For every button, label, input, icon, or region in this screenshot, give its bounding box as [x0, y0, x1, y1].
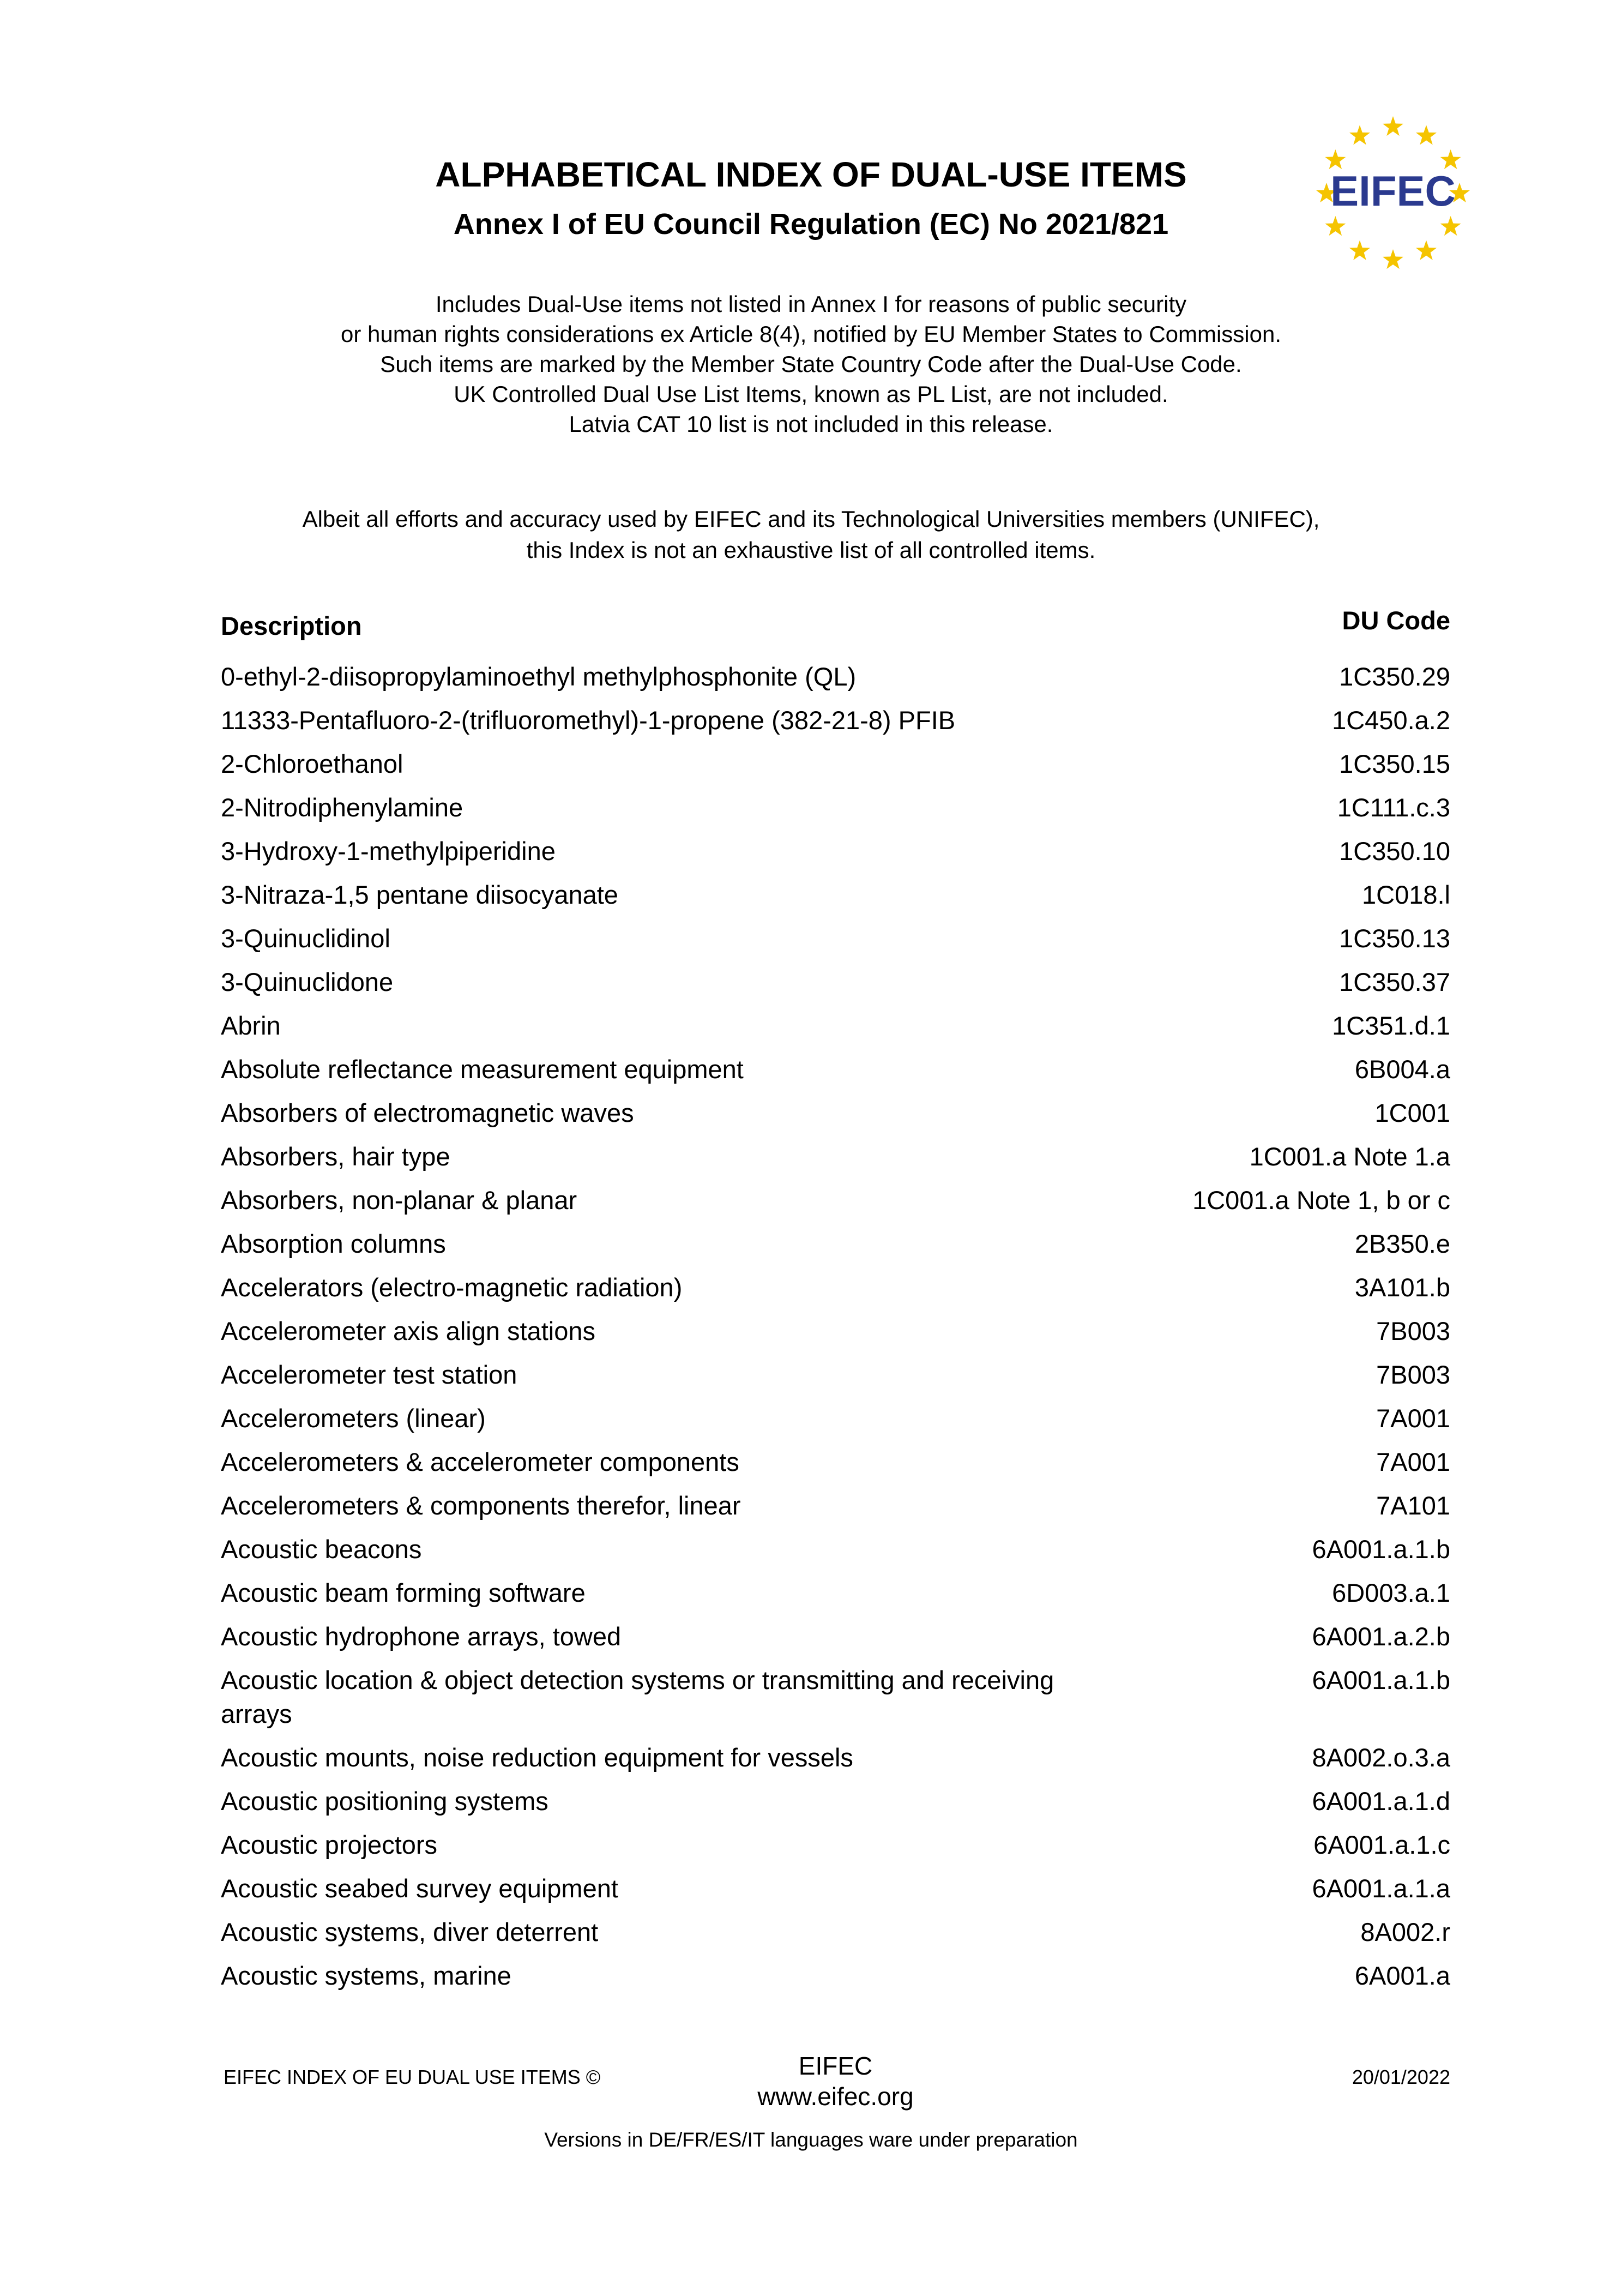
row-description: Abrin — [221, 1011, 281, 1040]
row-description: Acoustic beam forming software — [221, 1578, 586, 1607]
table-row — [221, 1314, 1450, 1348]
table-row — [221, 1741, 1450, 1775]
row-du-code: 1C350.37 — [1339, 967, 1450, 996]
row-description: 0-ethyl-2-diisopropylaminoethyl methylphosphonite (QL) — [221, 662, 857, 691]
row-du-code: 1C350.15 — [1339, 749, 1450, 778]
intro-line: Latvia CAT 10 list is not included in this release. — [569, 411, 1053, 437]
row-description: Acoustic systems, diver deterrent — [221, 1918, 599, 1946]
table-row — [221, 1140, 1450, 1174]
row-du-code: 1C350.10 — [1339, 837, 1450, 865]
star-icon — [1383, 249, 1403, 269]
table-row — [221, 1009, 1450, 1043]
page-subtitle: Annex I of EU Council Regulation (EC) No 2021/821 — [453, 208, 1169, 241]
row-du-code: 6D003.a.1 — [1332, 1578, 1450, 1607]
row-description: Acoustic projectors — [221, 1830, 438, 1859]
row-du-code: 6A001.a.1.c — [1313, 1830, 1450, 1859]
row-du-code: 1C001.a Note 1, b or c — [1192, 1186, 1450, 1215]
row-description: 11333-Pentafluoro-2-(trifluoromethyl)-1-propene (382-21-8) PFIB — [221, 706, 956, 735]
row-du-code: 1C111.c.3 — [1337, 793, 1450, 822]
row-du-code: 6A001.a.1.b — [1312, 1666, 1450, 1694]
row-du-code: 7B003 — [1376, 1317, 1450, 1345]
row-du-code: 6A001.a.1.d — [1312, 1787, 1450, 1816]
row-description: Acoustic hydrophone arrays, towed — [221, 1622, 622, 1651]
language-note: Versions in DE/FR/ES/IT languages ware under preparation — [544, 2129, 1078, 2151]
star-icon — [1416, 125, 1437, 145]
row-description: Absolute reflectance measurement equipment — [221, 1055, 744, 1084]
footer-website-link[interactable]: www.eifec.org — [757, 2082, 914, 2111]
table-row — [221, 1828, 1450, 1862]
table-row — [221, 1053, 1450, 1086]
table-row — [221, 1183, 1450, 1217]
logo-text: EIFEC — [1330, 167, 1456, 215]
row-description: Acoustic location & object detection systems or transmitting and receiving arrays — [221, 1666, 1054, 1728]
row-du-code: 7A001 — [1376, 1404, 1450, 1433]
row-du-code: 1C351.d.1 — [1332, 1011, 1450, 1040]
row-description: Absorbers, non-planar & planar — [221, 1186, 577, 1215]
row-description: Acoustic mounts, noise reduction equipment for vessels — [221, 1743, 853, 1772]
row-du-code: 6A001.a.1.a — [1312, 1874, 1450, 1903]
footer-date: 20/01/2022 — [1352, 2066, 1450, 2088]
row-du-code: 1C350.13 — [1339, 924, 1450, 953]
row-description: Acoustic seabed survey equipment — [221, 1874, 618, 1903]
intro-line: Such items are marked by the Member State Country Code after the Dual-Use Code. — [380, 351, 1242, 377]
table-row — [221, 1489, 1450, 1523]
column-header-code: DU Code — [1342, 606, 1450, 635]
table-row — [221, 1271, 1450, 1305]
row-du-code: 6A001.a.1.b — [1312, 1535, 1450, 1564]
footer-copyright: EIFEC INDEX OF EU DUAL USE ITEMS © — [224, 2066, 601, 2088]
page-title: ALPHABETICAL INDEX OF DUAL-USE ITEMS — [435, 155, 1187, 194]
table-row — [221, 1096, 1450, 1130]
row-description: 3-Quinuclidone — [221, 967, 394, 996]
intro-line: or human rights considerations ex Article 8(4), notified by EU Member States to Commission. — [340, 321, 1282, 347]
row-description: 2-Nitrodiphenylamine — [221, 793, 463, 822]
table-row — [221, 922, 1450, 955]
footer-org-name: EIFEC — [798, 2052, 873, 2080]
row-du-code: 7B003 — [1376, 1360, 1450, 1389]
intro-text — [0, 289, 1622, 439]
row-du-code: 6A001.a — [1354, 1961, 1450, 1990]
footer-center — [221, 2051, 1450, 2112]
table-row — [221, 791, 1450, 825]
row-description: 3-Nitraza-1,5 pentane diisocyanate — [221, 880, 618, 909]
table-row — [221, 1784, 1450, 1818]
table-row — [221, 965, 1450, 999]
star-icon — [1383, 116, 1403, 136]
row-description: Acoustic beacons — [221, 1535, 422, 1564]
row-description: Acoustic systems, marine — [221, 1961, 511, 1990]
row-du-code: 3A101.b — [1354, 1273, 1450, 1302]
row-description: Accelerometers & components therefor, linear — [221, 1491, 741, 1520]
table-row — [221, 704, 1450, 737]
table-row — [221, 1358, 1450, 1392]
table-row — [221, 878, 1450, 912]
row-description: 3-Quinuclidinol — [221, 924, 390, 953]
row-du-code: 1C001.a Note 1.a — [1249, 1142, 1450, 1171]
row-du-code: 1C450.a.2 — [1332, 706, 1450, 735]
row-description: Accelerometers & accelerometer components — [221, 1447, 739, 1476]
row-description: Absorbers, hair type — [221, 1142, 450, 1171]
table-row — [221, 1620, 1450, 1654]
row-du-code: 7A001 — [1376, 1447, 1450, 1476]
row-description: 3-Hydroxy-1-methylpiperidine — [221, 837, 556, 865]
row-du-code: 1C001 — [1374, 1098, 1450, 1127]
row-du-code: 6B004.a — [1354, 1055, 1450, 1084]
table-row — [221, 1915, 1450, 1949]
table-row — [221, 1445, 1450, 1479]
disclaimer-text — [0, 503, 1622, 566]
index-table — [221, 660, 1450, 2003]
intro-line: Includes Dual-Use items not listed in Annex I for reasons of public security — [435, 291, 1187, 317]
table-row — [221, 1402, 1450, 1435]
row-du-code: 2B350.e — [1354, 1229, 1450, 1258]
disclaimer-line: Albeit all efforts and accuracy used by EIFEC and its Technological Universities members (UNIFEC), — [302, 506, 1320, 532]
row-description: Absorption columns — [221, 1229, 446, 1258]
row-description: Accelerometer axis align stations — [221, 1317, 596, 1345]
table-row — [221, 834, 1450, 868]
row-description: Absorbers of electromagnetic waves — [221, 1098, 634, 1127]
intro-line: UK Controlled Dual Use List Items, known as PL List, are not included. — [454, 381, 1168, 407]
disclaimer-line: this Index is not an exhaustive list of all controlled items. — [526, 537, 1096, 563]
row-description: 2-Chloroethanol — [221, 749, 403, 778]
row-du-code: 6A001.a.2.b — [1312, 1622, 1450, 1651]
row-description: Accelerometers (linear) — [221, 1404, 486, 1433]
table-row — [221, 1576, 1450, 1610]
table-row — [221, 1959, 1450, 1993]
table-row — [221, 1227, 1450, 1261]
row-description: Accelerometer test station — [221, 1360, 517, 1389]
table-row — [221, 747, 1450, 781]
table-row — [221, 1872, 1450, 1906]
star-icon — [1416, 241, 1437, 260]
star-icon — [1349, 241, 1370, 260]
column-header-description: Description — [221, 611, 362, 640]
row-du-code: 8A002.r — [1360, 1918, 1450, 1946]
row-du-code: 7A101 — [1376, 1491, 1450, 1520]
row-du-code: 1C350.29 — [1339, 662, 1450, 691]
row-du-code: 1C018.l — [1362, 880, 1450, 909]
star-icon — [1349, 125, 1370, 145]
row-description: Acoustic positioning systems — [221, 1787, 548, 1816]
row-du-code: 8A002.o.3.a — [1312, 1743, 1450, 1772]
row-description: Accelerators (electro-magnetic radiation) — [221, 1273, 683, 1302]
table-row — [221, 1663, 1450, 1731]
table-row — [221, 660, 1450, 694]
table-row — [221, 1532, 1450, 1566]
